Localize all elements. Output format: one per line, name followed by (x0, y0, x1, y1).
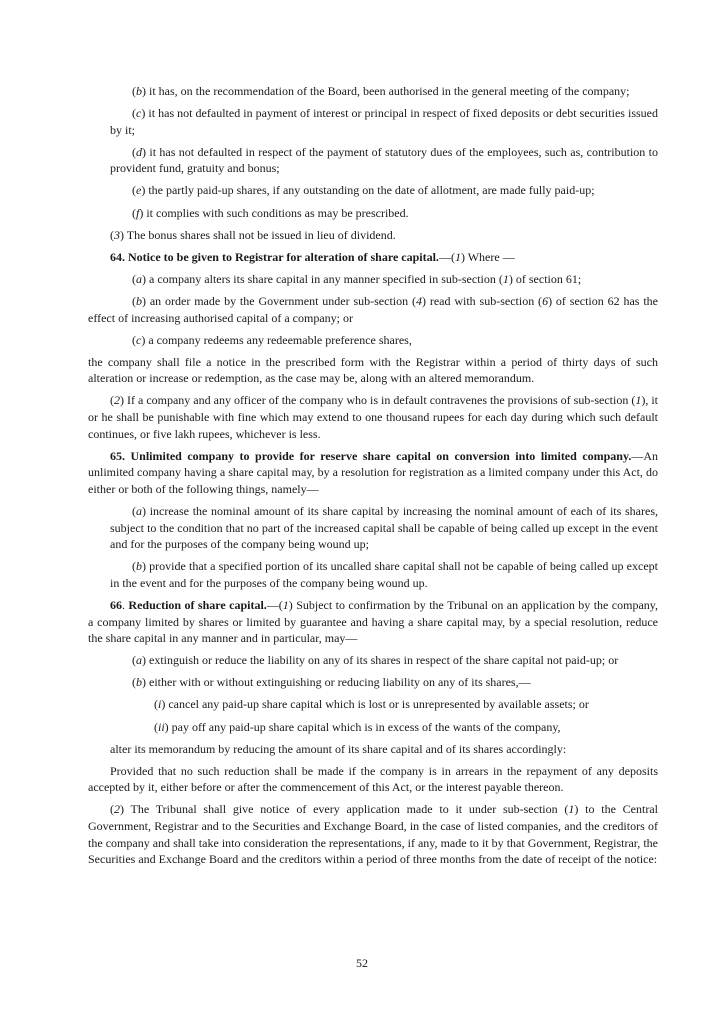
text-run: ) provide that a specified portion of its uncalled share capital shall not be capable of being called up except in the event and for the purposes of the company being wound up. (110, 559, 658, 590)
paragraph (88, 271, 658, 288)
paragraph (88, 652, 658, 669)
text-run: 1 (502, 271, 509, 286)
text-run: ( (132, 183, 136, 198)
text-run: ( (132, 332, 136, 347)
text-run: ) a company alters its share capital in any manner specified in sub-section ( (142, 271, 503, 286)
paragraph (88, 227, 658, 244)
section-heading: 64. Notice to be given to Registrar for alteration of share capital. (110, 249, 439, 264)
text-run: b (136, 84, 142, 98)
text-run: ) it has, on the recommendation of the Board, been authorised in the general meeting of the company; (142, 84, 630, 98)
text-run: 1 (454, 249, 461, 264)
text-run: b (136, 559, 142, 574)
section-heading: Reduction of share capital. (128, 597, 267, 612)
text-run: ) pay off any paid-up share capital which is in excess of the wants of the company, (164, 719, 561, 734)
text-run: ) extinguish or reduce the liability on any of its shares in respect of the share capital not paid-up; or (142, 653, 619, 668)
text-run: c (136, 332, 142, 347)
text-run: ) Where — (460, 249, 515, 264)
text-run: e (136, 183, 142, 198)
paragraph (88, 674, 658, 691)
text-run: ( (132, 675, 136, 690)
section-heading: 66 (110, 597, 122, 612)
text-run: ( (132, 293, 136, 308)
text-run: ) of section 61; (508, 271, 582, 286)
text-run: ) to the Central Government, Registrar and to the Securities and Exchange Board, in the case of listed companies, and the creditors of the company and shall take into consideration the representations, if any, made to it by that Government, Registrar, the Securities and Exchange Board and the creditors within a period of three months from the date of receipt of the notice: (88, 802, 658, 867)
text-run: 4 (415, 293, 422, 308)
text-run: a (136, 271, 142, 286)
text-run: the company shall file a notice in the prescribed form with the Registrar within a period of thirty days of such alteration or increase or redemption, as the case may be, along with an altered memorandum. (88, 354, 658, 386)
text-run: ( (154, 719, 158, 734)
text-run: d (136, 144, 142, 159)
text-run: ( (132, 653, 136, 668)
text-run: ) increase the nominal amount of its share capital by increasing the nominal amount of each of its shares, subject to the condition that no part of the increased capital shall be capable of being called up except in the event and for the purposes of the company being wound up; (110, 503, 658, 552)
text-run: ( (110, 393, 114, 408)
text-run: ( (110, 802, 114, 817)
text-run: ) a company redeems any redeemable preference shares, (141, 332, 412, 347)
text-run: 2 (114, 393, 120, 408)
text-run: ( (132, 84, 136, 98)
text-run: ii (158, 719, 165, 734)
text-run: ( (154, 697, 158, 712)
paragraph (88, 105, 658, 138)
text-run: ), it or he shall be punishable with fine which may extend to one thousand rupees for each day during which such default continues, or five lakh rupees, whichever is less. (88, 393, 658, 441)
paragraph (88, 448, 658, 498)
text-run: i (158, 697, 162, 712)
text-run: ( (110, 227, 114, 242)
paragraph (88, 144, 658, 177)
text-run: —( (266, 597, 283, 612)
paragraph (88, 332, 658, 349)
paragraph (88, 392, 658, 442)
section-heading: 65. Unlimited company to provide for reserve share capital on conversion into limited company. (110, 448, 632, 463)
text-run: ( (132, 271, 136, 286)
text-run: b (136, 675, 142, 690)
text-run: ( (132, 559, 136, 574)
text-run: ( (132, 106, 136, 121)
paragraph (88, 558, 658, 591)
text-run: 1 (282, 597, 289, 612)
text-run: —An unlimited company having a share capital may, by a resolution for registration as a limited company under this Act, do either or both of the following things, namely— (88, 448, 658, 496)
text-run: ) either with or without extinguishing or reducing liability on any of its shares,— (142, 675, 531, 690)
paragraph (88, 83, 658, 100)
paragraph (88, 182, 658, 199)
paragraph (88, 719, 658, 736)
text-run: ) If a company and any officer of the company who is in default contravenes the provisions of sub-section ( (120, 393, 636, 408)
text-run: a (136, 653, 142, 668)
paragraph (88, 741, 658, 758)
text-run: 1 (568, 802, 575, 817)
text-run: ) it has not defaulted in respect of the payment of statutory dues of the employees, such as, contribution to provident fund, gratuity and bonus; (110, 144, 658, 176)
text-run: 2 (114, 802, 120, 817)
document-page (88, 83, 658, 873)
text-run: a (136, 503, 142, 518)
paragraph (88, 354, 658, 387)
text-run: f (136, 205, 140, 220)
text-run: ) cancel any paid-up share capital which is lost or is unrepresented by available assets; or (161, 697, 589, 712)
paragraph (88, 249, 658, 266)
text-run: —( (438, 249, 455, 264)
text-run: ) The Tribunal shall give notice of every application made to it under sub-section ( (120, 802, 569, 817)
text-run: ( (132, 144, 136, 159)
paragraph (88, 597, 658, 647)
text-run: ( (132, 503, 136, 518)
text-run: . (122, 597, 129, 612)
paragraph (88, 205, 658, 222)
paragraph (88, 801, 658, 867)
paragraph (88, 696, 658, 713)
text-run: ) read with sub-section ( (421, 293, 543, 308)
text-run: 3 (114, 227, 120, 242)
page-number: 52 (356, 956, 368, 970)
paragraph (88, 503, 658, 553)
text-run: alter its memorandum by reducing the amount of its share capital and of its shares accordingly: (110, 741, 567, 756)
text-run: ) it complies with such conditions as may be prescribed. (139, 205, 409, 220)
text-run: ) Subject to confirmation by the Tribunal on an application by the company, a company limited by shares or limited by guarantee and having a share capital may, by a special resolution, reduce the share capital in any manner and in particular, may— (88, 597, 659, 646)
text-run: b (136, 293, 142, 308)
paragraph (88, 293, 658, 326)
text-run: ) an order made by the Government under sub-section ( (142, 293, 416, 308)
paragraph (88, 763, 658, 796)
text-run: 6 (542, 293, 549, 308)
text-run: Provided that no such reduction shall be made if the company is in arrears in the repayment of any deposits accepted by it, either before or after the commencement of this Act, or the interest payable thereon. (88, 763, 658, 795)
text-run: ) the partly paid-up shares, if any outstanding on the date of allotment, are made fully paid-up; (141, 183, 595, 198)
text-run: ) it has not defaulted in payment of interest or principal in respect of fixed deposits or debt securities issued by it; (110, 106, 658, 137)
text-run: c (136, 106, 142, 121)
text-run: ( (132, 205, 136, 220)
text-run: 1 (635, 393, 642, 408)
text-run: ) of section 62 has the effect of increasing authorised capital of a company; or (88, 293, 658, 325)
text-run: ) The bonus shares shall not be issued in lieu of dividend. (120, 227, 396, 242)
